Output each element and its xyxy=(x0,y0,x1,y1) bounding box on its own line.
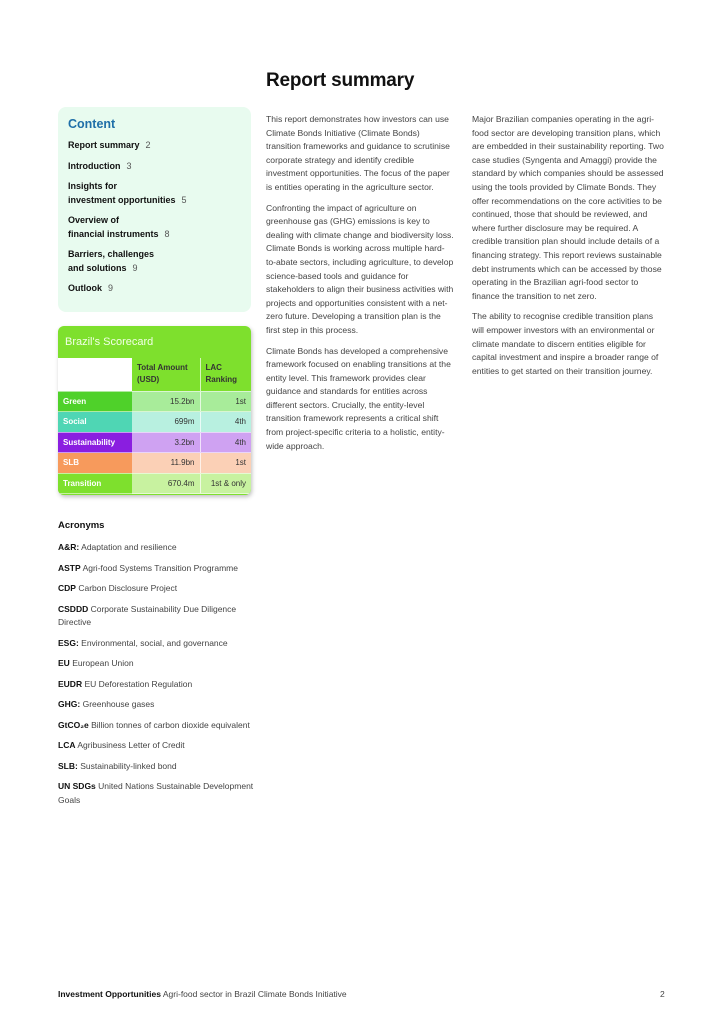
acronym-term: CSDDD xyxy=(58,603,89,614)
acronym-item xyxy=(58,760,258,774)
acronym-term: CDP xyxy=(58,583,76,593)
toc-item-insights[interactable] xyxy=(68,180,241,207)
table-row xyxy=(58,473,251,494)
row-rank: 1st & only xyxy=(200,473,251,494)
toc-page: 8 xyxy=(164,228,170,239)
toc-label: Barriers, challenges xyxy=(68,249,155,259)
acronyms-section xyxy=(58,520,258,814)
table-row xyxy=(58,432,251,453)
header-amount-line2: (USD) xyxy=(137,375,160,385)
acronym-term: ESG: xyxy=(58,637,79,648)
acronym-definition: Corporate Sustainability Due Diligence Directive xyxy=(58,603,237,627)
toc-page: 5 xyxy=(181,194,187,205)
contents-heading: Content xyxy=(68,117,116,131)
acronym-definition: Adaptation and resilience xyxy=(81,542,177,552)
toc-page: 9 xyxy=(108,283,114,293)
row-amount: 3.2bn xyxy=(132,432,200,453)
body-column-1 xyxy=(266,113,454,460)
acronym-definition: United Nations Sustainable Development Goals xyxy=(58,781,254,805)
scorecard-header-row xyxy=(58,358,251,391)
row-name: Green xyxy=(58,391,132,412)
toc-item-report-summary[interactable] xyxy=(68,139,241,153)
table-row xyxy=(58,391,251,412)
footer-report-name: Investment Opportunities xyxy=(58,989,161,999)
row-rank: 4th xyxy=(200,412,251,433)
acronym-item xyxy=(58,698,258,712)
body-paragraph: Major Brazilian companies operating in the agri-food sector are developing transition plans, which are embedded in their sustainability reporting. Two case studies (Syngenta and Amaggi) provide the standard by which companies should be assessed using the tools provided by Climate Bonds. They offer recommendations on the core activities to be continued, those that should be reviewed, and where further disclosure may be required. A credible transition plan should include details of a financing strategy. This report reviews sustainable debt instruments which can be accessed by those operating in the Brazilian agri-food sector to finance the transition to net zero. xyxy=(472,114,664,301)
acronym-term: GtCO₂e xyxy=(58,719,89,730)
row-amount: 11.9bn xyxy=(132,453,200,474)
acronym-term: EUDR xyxy=(58,678,83,689)
page-title: Report summary xyxy=(266,70,415,91)
acronym-term: ASTP xyxy=(58,562,81,573)
toc-label: financial instruments xyxy=(68,228,159,239)
acronym-item xyxy=(58,541,258,555)
toc-label: Insights for xyxy=(68,181,117,191)
table-row xyxy=(58,453,251,474)
acronym-definition: Billion tonnes of carbon dioxide equivalent xyxy=(91,719,250,730)
footer-subtitle: Agri-food sector in Brazil Climate Bonds Initiative xyxy=(162,989,347,999)
row-name: Social xyxy=(58,412,132,433)
acronym-item xyxy=(58,657,258,671)
toc-label: Introduction xyxy=(68,160,121,171)
acronym-definition: Environmental, social, and governance xyxy=(81,637,228,648)
row-amount: 15.2bn xyxy=(132,391,200,412)
toc-item-barriers[interactable] xyxy=(68,248,241,275)
row-amount: 670.4m xyxy=(132,473,200,494)
toc-label: Report summary xyxy=(68,140,140,150)
toc-label: and solutions xyxy=(68,262,127,273)
table-row xyxy=(58,412,251,433)
toc-label: investment opportunities xyxy=(68,194,176,205)
header-amount-line1: Total Amount xyxy=(137,363,188,373)
body-paragraph: This report demonstrates how investors can use Climate Bonds Initiative (Climate Bonds) transition frameworks and guidance to scrutinise corporate strategy and identify credible investment opportunities. The focus of the paper is entities operating in the agriculture sector. xyxy=(266,114,450,192)
acronym-term: EU xyxy=(58,658,70,668)
page-footer xyxy=(58,989,347,999)
acronym-term: SLB: xyxy=(58,760,78,771)
acronym-definition: European Union xyxy=(72,658,134,668)
page-number: 2 xyxy=(660,989,665,999)
row-rank: 1st xyxy=(200,391,251,412)
acronym-item xyxy=(58,603,258,630)
toc-label: Outlook xyxy=(68,283,102,293)
acronym-item xyxy=(58,562,258,576)
acronym-item xyxy=(58,678,258,692)
body-paragraph: Confronting the impact of agriculture on greenhouse gas (GHG) emissions is key to dealing with climate change and biodiversity loss. Climate Bonds is working across multiple hard-to-abate sectors, including agriculture, to develop science-based tools and guidance for stakeholders to align their business activities with projects and opportunities consistent with a net-zero future. Developing a transition plan is the first step in this process. xyxy=(266,202,454,335)
header-blank-cell xyxy=(58,358,132,391)
row-rank: 4th xyxy=(200,432,251,453)
toc-page: 9 xyxy=(132,262,138,273)
toc-item-financial-instruments[interactable] xyxy=(68,214,241,241)
acronym-definition: Agri-food Systems Transition Programme xyxy=(82,562,238,573)
acronym-definition: Agribusiness Letter of Credit xyxy=(77,740,185,750)
acronyms-heading: Acronyms xyxy=(58,520,105,531)
contents-box xyxy=(58,107,251,312)
acronym-term: UN SDGs xyxy=(58,781,96,791)
acronym-item xyxy=(58,780,258,807)
body-column-2 xyxy=(472,113,665,385)
acronym-term: GHG: xyxy=(58,699,81,709)
row-amount: 699m xyxy=(132,412,200,433)
acronym-definition: Carbon Disclosure Project xyxy=(78,583,178,593)
body-paragraph: Climate Bonds has developed a comprehensive framework focused on enabling transitions at the entity level. This framework provides clear guidance and standards for entities across different sectors. Crucially, the entity-level transition framework represents a critical shift from project-specific criteria to a holistic, entity-wide approach. xyxy=(266,345,451,451)
header-rank-line1: LAC xyxy=(205,363,222,373)
row-name: Sustainability xyxy=(58,432,132,453)
toc-item-introduction[interactable] xyxy=(68,160,241,174)
body-paragraph: The ability to recognise credible transition plans will empower investors with an environmental or climate mandate to discern entities eligible for capital investment and inspire a broader range of entities to get started on their transition journey. xyxy=(472,311,659,376)
toc-item-outlook[interactable] xyxy=(68,282,241,296)
header-total-amount xyxy=(132,358,200,391)
acronym-item xyxy=(58,739,258,753)
toc-page: 2 xyxy=(145,140,151,150)
row-rank: 1st xyxy=(200,453,251,474)
acronym-term: LCA xyxy=(58,740,76,750)
header-lac-ranking xyxy=(200,358,251,391)
acronym-item xyxy=(58,637,258,651)
acronym-term: A&R: xyxy=(58,542,80,552)
acronym-item xyxy=(58,719,258,733)
header-rank-line2: Ranking xyxy=(205,375,238,385)
toc-label: Overview of xyxy=(68,215,120,225)
acronym-definition: Greenhouse gases xyxy=(82,699,155,709)
brazil-scorecard xyxy=(58,326,251,495)
toc-page: 3 xyxy=(126,160,132,171)
acronym-item xyxy=(58,582,258,596)
acronym-definition: EU Deforestation Regulation xyxy=(84,678,193,689)
row-name: SLB xyxy=(58,453,132,474)
scorecard-table xyxy=(58,358,251,494)
row-name: Transition xyxy=(58,473,132,494)
scorecard-title: Brazil's Scorecard xyxy=(65,336,154,348)
acronym-definition: Sustainability-linked bond xyxy=(80,760,177,771)
